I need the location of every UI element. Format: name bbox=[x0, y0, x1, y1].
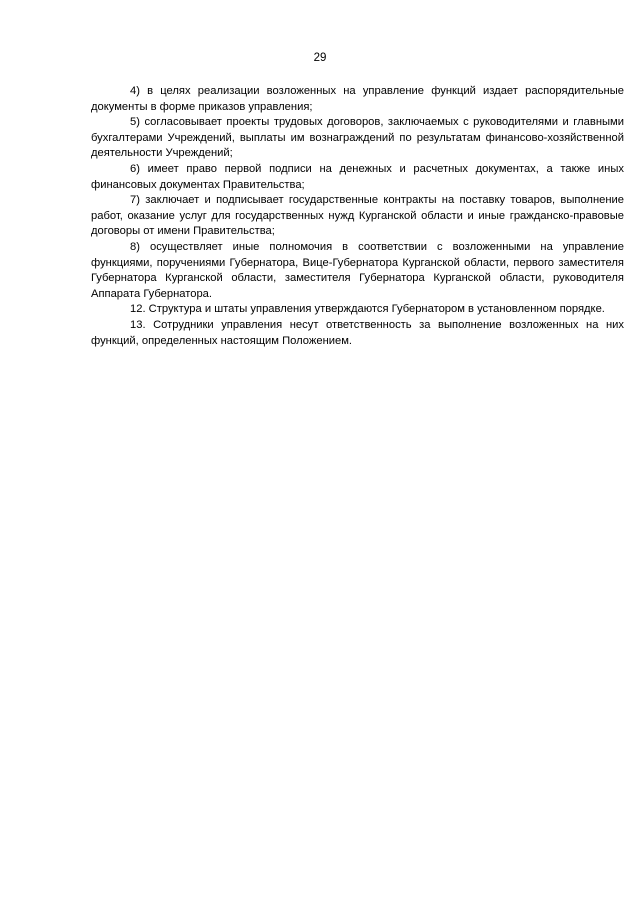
paragraph-section-12: 12. Структура и штаты управления утверждаются Губернатором в установленном порядке. bbox=[130, 303, 605, 316]
paragraph-item-5: 5) согласовывает проекты трудовых договоров, заключаемых с руководителями и главными бухгалтерами Учреждений, выплаты им вознаграждений по результатам финансово-хозяйственной деятельности Учреждений; bbox=[91, 116, 624, 160]
paragraph-item-6: 6) имеет право первой подписи на денежных и расчетных документах, а также иных финансовых документах Правительства; bbox=[91, 162, 624, 191]
paragraph-item-7: 7) заключает и подписывает государственные контракты на поставку товаров, выполнение работ, оказание услуг для государственных нужд Курганской области и иные гражданско-правовые договоры от имени Правительства; bbox=[91, 194, 624, 238]
paragraph-section-13: 13. Сотрудники управления несут ответственность за выполнение возложенных на них функций, определенных настоящим Положением. bbox=[91, 318, 624, 347]
document-body bbox=[91, 84, 624, 349]
page-number: 29 bbox=[313, 52, 327, 64]
paragraph-item-4: 4) в целях реализации возложенных на управление функций издает распорядительные документы в форме приказов управления; bbox=[91, 85, 624, 113]
paragraph-item-8: 8) осуществляет иные полномочия в соответствии с возложенными на управление функциями, поручениями Губернатора, Вице-Губернатора Курганской области, первого заместителя Губернатора Курганской области, заместителя Губернатора Курганской области, руководителя Аппарата Губернатора. bbox=[91, 240, 624, 300]
